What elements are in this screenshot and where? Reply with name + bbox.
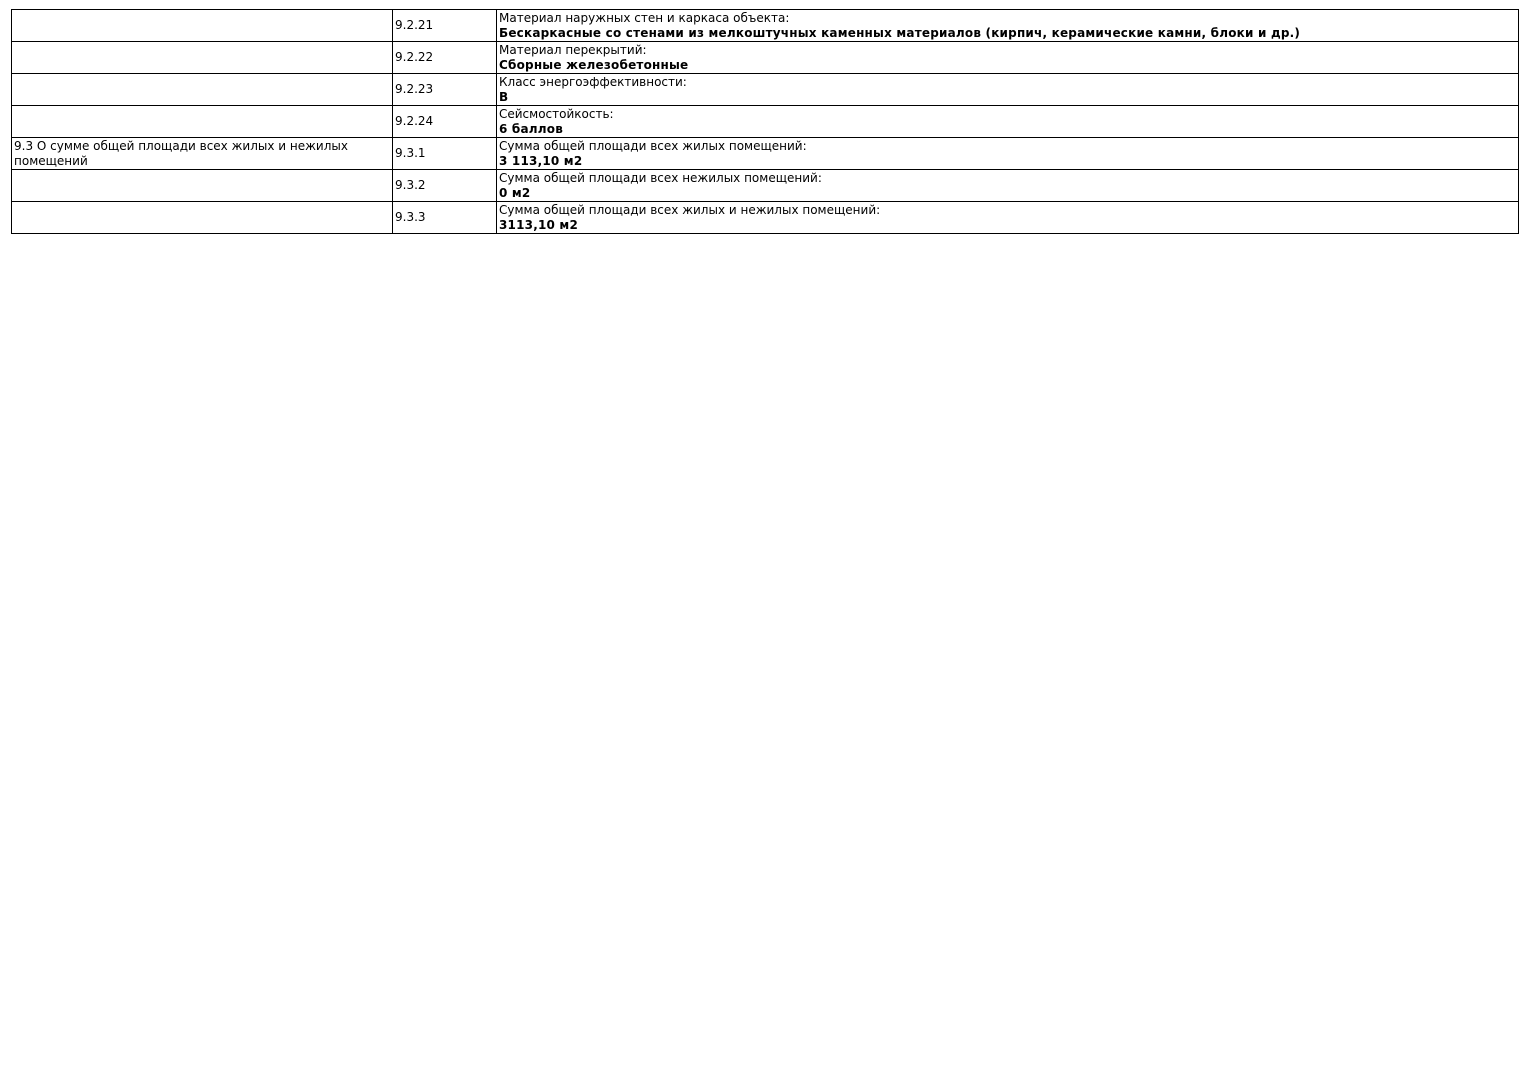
section-cell	[12, 138, 393, 170]
table-row	[12, 202, 1519, 234]
field-value: 3 113,10 м2	[499, 154, 583, 168]
value-cell	[497, 10, 1519, 42]
section-cell	[12, 42, 393, 74]
field-value: 3113,10 м2	[499, 218, 578, 232]
field-label: Сумма общей площади всех жилых и нежилых помещений:	[499, 203, 881, 217]
code-cell	[393, 138, 497, 170]
code-cell	[393, 10, 497, 42]
value-cell	[497, 74, 1519, 106]
value-cell	[497, 138, 1519, 170]
row-code: 9.3.1	[395, 146, 426, 160]
section-cell	[12, 74, 393, 106]
table-row	[12, 138, 1519, 170]
field-label: Материал наружных стен и каркаса объекта:	[499, 11, 790, 25]
row-code: 9.2.21	[395, 18, 434, 32]
value-cell	[497, 106, 1519, 138]
table-row	[12, 10, 1519, 42]
field-value: Бескаркасные со стенами из мелкоштучных каменных материалов (кирпич, керамические камни, блоки и др.)	[499, 26, 1301, 40]
field-label: Материал перекрытий:	[499, 43, 647, 57]
value-cell	[497, 42, 1519, 74]
field-label: Сейсмостойкость:	[499, 107, 614, 121]
code-cell	[393, 74, 497, 106]
table-row	[12, 74, 1519, 106]
table-row	[12, 106, 1519, 138]
code-cell	[393, 42, 497, 74]
section-cell	[12, 202, 393, 234]
field-label: Класс энергоэффективности:	[499, 75, 687, 89]
row-code: 9.2.22	[395, 50, 434, 64]
table-row	[12, 42, 1519, 74]
row-code: 9.2.23	[395, 82, 434, 96]
section-label: 9.3 О сумме общей площади всех жилых и нежилых помещений	[14, 139, 348, 168]
table-body	[12, 10, 1519, 234]
section-cell	[12, 170, 393, 202]
field-label: Сумма общей площади всех нежилых помещений:	[499, 171, 822, 185]
row-code: 9.3.3	[395, 210, 426, 224]
table-row	[12, 170, 1519, 202]
field-label: Сумма общей площади всех жилых помещений:	[499, 139, 807, 153]
field-value: 6 баллов	[499, 122, 564, 136]
code-cell	[393, 202, 497, 234]
code-cell	[393, 106, 497, 138]
value-cell	[497, 202, 1519, 234]
field-value: В	[499, 90, 509, 104]
field-value: 0 м2	[499, 186, 531, 200]
code-cell	[393, 170, 497, 202]
declaration-table	[11, 9, 1519, 234]
field-value: Сборные железобетонные	[499, 58, 689, 72]
row-code: 9.3.2	[395, 178, 426, 192]
section-cell	[12, 106, 393, 138]
value-cell	[497, 170, 1519, 202]
section-cell	[12, 10, 393, 42]
row-code: 9.2.24	[395, 114, 434, 128]
